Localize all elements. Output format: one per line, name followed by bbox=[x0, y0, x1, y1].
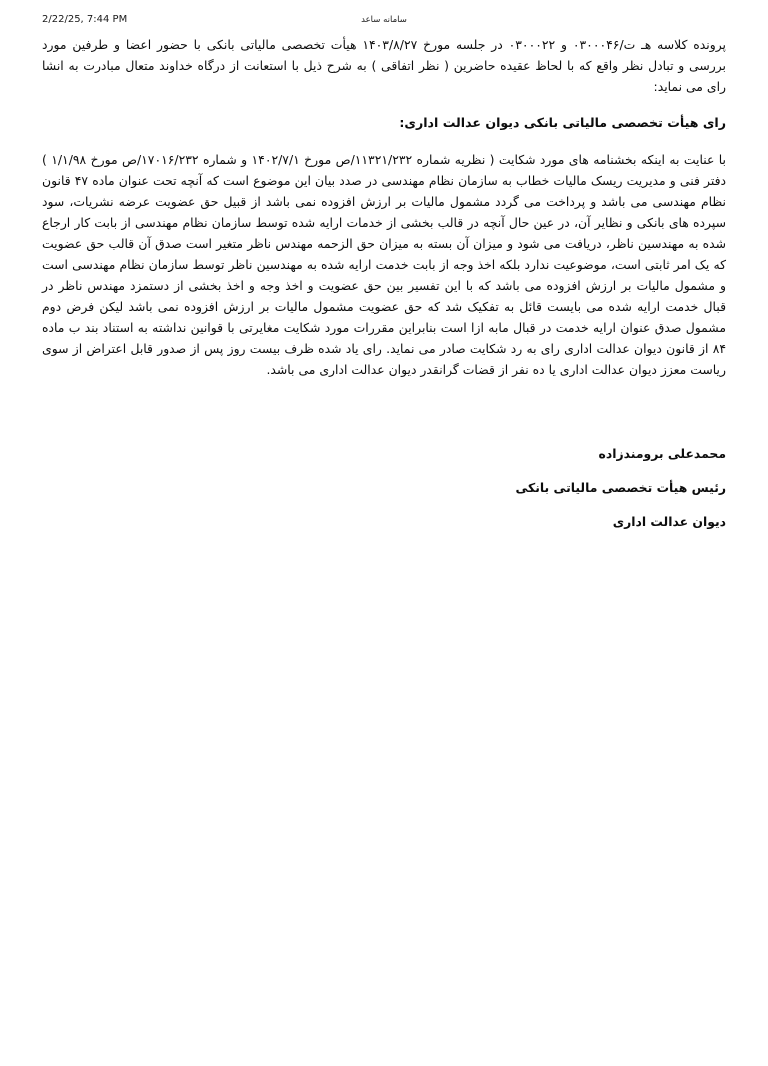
site-title: سامانه ساعد bbox=[361, 15, 407, 25]
document-body bbox=[42, 34, 726, 532]
print-header bbox=[42, 12, 726, 28]
ruling-heading: رای هیأت تخصصی مالیاتی بانکی دیوان عدالت اداری: bbox=[399, 115, 726, 130]
signer-name: محمدعلی برومندزاده bbox=[598, 446, 726, 461]
signer-role: رئیس هیأت تخصصی مالیاتی بانکی bbox=[515, 480, 726, 495]
signer-organization: دیوان عدالت اداری bbox=[612, 514, 726, 529]
case-intro-paragraph: پرونده کلاسه هـ ت/۰۳۰۰۰۴۶ و ۰۳۰۰۰۲۲ در جلسه مورخ ۱۴۰۳/۸/۲۷ هیأت تخصصی مالیاتی بانکی با حضور اعضا و طرفین مورد بررسی و تبادل نظر واقع که با لحاظ عقیده حاضرین ( نظر اتفاقی ) به شرح ذیل با استعانت از درگاه خداوند متعال مبادرت به انشا رای می نماید: bbox=[42, 37, 726, 94]
ruling-body-paragraph: با عنایت به اینکه بخشنامه های مورد شکایت ( نظریه شماره ۱۱۳۲۱/۲۳۲/ص مورخ ۱۴۰۲/۷/۱ و شماره ۱۷۰۱۶/۲۳۲/ص مورخ ۱/۱/۹۸ ) دفتر فنی و مدیریت ریسک مالیات خطاب به سازمان نظام مهندسی در صدد بیان این موضوع است که آنچه تحت عنوان ماده ۴۷ قانون نظام مهندسی می باشد و پرداخت می گردد مشمول مالیات بر ارزش افزوده نمی باشد از قبیل حق عضویت عرضه نشریات، سود سپرده های بانکی و نظایر آن، در عین حال آنچه در قالب بخشی از خدمات ارایه شده توسط سازمان نظام مهندسی از بابت کار ارجاع شده به مهندسین ناظر، دریافت می شود و میزان آن بسته به میزان حق الزحمه مهندس ناظر متغیر است صدق آن قالب حق عضویت که یک امر ثابتی است، موضوعیت ندارد بلکه اخذ وجه از بابت خدمت ارایه شده به مهندسین ناظر توسط سازمان نظام مهندسی است و مشمول مالیات بر ارزش افزوده می باشد که با این تفسیر بین حق عضویت و اخذ وجه و اخذ بخشی از دستمزد مهندس ناظر در قبال خدمت ارایه شده می بایست قائل به تفکیک شد که حق عضویت مشمول مالیات بر ارزش افزوده نمی باشد لیکن فرض دوم مشمول صدق عنوان ارایه خدمت در قبال مابه ازا است بنابراین مقررات مورد شکایت مغایرتی با قوانین نداشته به استناد بند ب ماده ۸۴ از قانون دیوان عدالت اداری رای به رد شکایت صادر می نماید. رای یاد شده ظرف بیست روز پس از صدور قابل اعتراض از سوی ریاست معزز دیوان عدالت اداری یا ده نفر از قضات گرانقدر دیوان عدالت اداری می باشد. bbox=[42, 152, 727, 377]
print-timestamp: 2/22/25, 7:44 PM bbox=[42, 14, 128, 25]
signature-block bbox=[42, 443, 726, 532]
